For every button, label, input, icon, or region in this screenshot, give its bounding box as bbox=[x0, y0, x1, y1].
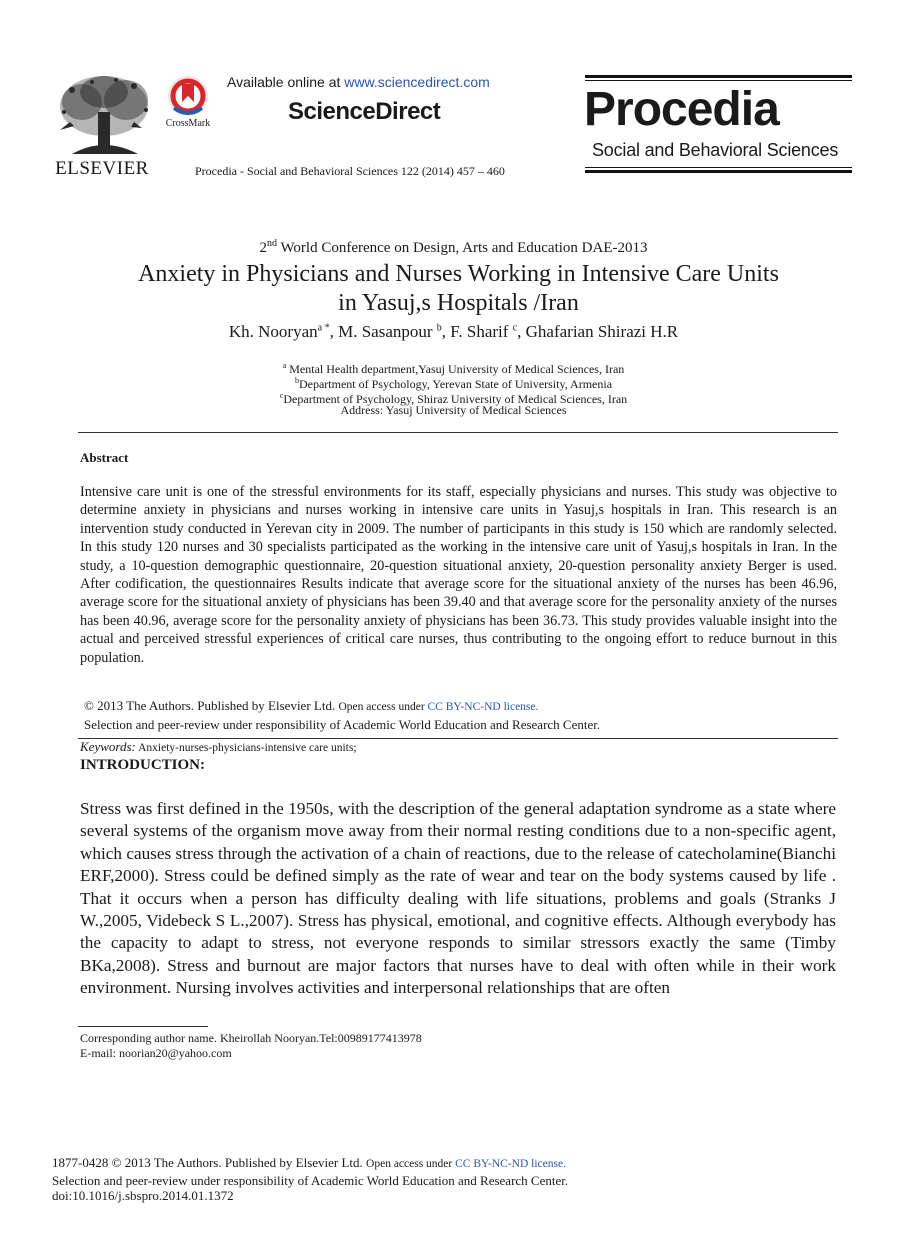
available-online bbox=[227, 74, 490, 90]
corresponding-email: E-mail: noorian20@yahoo.com bbox=[80, 1046, 232, 1060]
paper-title bbox=[40, 260, 877, 318]
author-name: Kh. Nooryan bbox=[228, 322, 318, 341]
author-name: M. Sasanpour bbox=[338, 322, 437, 341]
abstract-heading: Abstract bbox=[80, 450, 129, 465]
affiliation-address bbox=[0, 403, 907, 418]
author-name: F. Sharif bbox=[450, 322, 513, 341]
procedia-subtitle: Social and Behavioral Sciences bbox=[592, 140, 839, 160]
sciencedirect-logo: ScienceDirect bbox=[288, 98, 441, 125]
keywords-label: Keywords: bbox=[80, 739, 136, 754]
conference-rest: World Conference on Design, Arts and Education DAE-2013 bbox=[276, 240, 648, 256]
author-sep: , bbox=[329, 322, 339, 341]
affiliation-sup: a bbox=[282, 361, 287, 370]
title-divider bbox=[78, 432, 838, 433]
procedia-logo: Procedia bbox=[584, 83, 779, 136]
affiliation-text: Department of Psychology, Yerevan State of University, Armenia bbox=[298, 377, 613, 391]
footer-peer-review: Selection and peer-review under responsibility of Academic World Education and Research Center. bbox=[52, 1172, 569, 1188]
introduction-heading: INTRODUCTION: bbox=[80, 757, 206, 773]
conference-suffix: nd bbox=[266, 238, 277, 249]
procedia-rule-bottom bbox=[585, 170, 852, 173]
page-footer bbox=[52, 1155, 568, 1204]
peer-review-text: Selection and peer-review under responsibility of Academic World Education and Research Center. bbox=[84, 717, 601, 732]
copyright-text: © 2013 The Authors. Published by Elsevier Ltd. bbox=[84, 698, 339, 713]
affiliation-sup: c bbox=[279, 391, 284, 400]
available-prefix: Available online at bbox=[227, 74, 345, 90]
abstract-text: Intensive care unit is one of the stressful environments for its staff, especially physicians and nurses. This study was objective to determine anxiety in physicians and nurses working in intensive care units in Yasuj,s hospitals in Iran. This research is an intervention study conducted in Yerevan city in 2009. The number of participants in this study is 150 which are randomly selected. In this study 120 nurses and 30 specialists participated as the working in the intensive care unit of Yasuj,s hospitals in Iran. In the study, a 10-question demographic questionnaire, 20-question situational anxiety, 20-question personality anxiety Berger is used. After codification, the questionnaires Results indicate that average score for the situational anxiety of the nurses has been 46.96, average score for the situational anxiety of physicians has been 39.40 and that average score for the personality anxiety of the nurses has been 40.96, average score for the personality anxiety of physicians has been 36.73. This study provides valuable insight into the actual and perceived stressful experiences of critical care nurses, thus contributing to the ongoing effort to reduce burnout in this population. bbox=[80, 484, 837, 666]
keywords bbox=[80, 739, 357, 755]
conference-name bbox=[0, 238, 907, 257]
author-sup: c bbox=[512, 322, 518, 334]
abstract-copyright bbox=[84, 697, 844, 733]
conference-number: 2 bbox=[259, 240, 267, 256]
affiliation-sup: b bbox=[294, 376, 299, 385]
affiliation-text: Department of Psychology, Shiraz University of Medical Sciences, Iran bbox=[283, 392, 628, 406]
corresponding-name: Corresponding author name. Kheirollah Nooryan.Tel:00989177413978 bbox=[80, 1031, 422, 1045]
license-link[interactable]: CC BY-NC-ND license. bbox=[427, 701, 539, 713]
introduction-text: Stress was first defined in the 1950s, with the description of the general adaptation syndrome as a state where several systems of the organism move away from their normal resting conditions due to a non-specific agent, which causes stress through the activation of a chain of reactions, due to the release of catecholamine(Bianchi ERF,2000). Stress could be defined simply as the rate of wear and tear on the body systems caused by life . That it occurs when a person has difficulty dealing with life situations, problems and goals (Stranks J W.,2005, Videbeck S L.,2007). Stress has physical, emotional, and cognitive effects. Although everybody has the capacity to adapt to stress, not everyone responds to similar stressors exactly the same (Timby BKa,2008). Stress and burnout are major factors that nurses have to deal with often while in their work environment. Nursing involves activities and interpersonal relationships that are often bbox=[80, 799, 836, 998]
procedia-rule-top bbox=[585, 75, 852, 78]
elsevier-wordmark: ELSEVIER bbox=[55, 158, 149, 179]
keywords-value: Anxiety-nurses-physicians-intensive care units; bbox=[135, 742, 357, 754]
footer-doi: doi:10.1016/j.sbspro.2014.01.1372 bbox=[52, 1188, 234, 1203]
sciencedirect-link[interactable]: www.sciencedirect.com bbox=[344, 74, 490, 90]
journal-reference: Procedia - Social and Behavioral Sciences 122 (2014) 457 – 460 bbox=[195, 164, 505, 178]
title-line-1: Anxiety in Physicians and Nurses Working in Intensive Care Units bbox=[138, 261, 779, 287]
author-sep: , bbox=[517, 322, 526, 341]
footnote-divider bbox=[78, 1026, 208, 1027]
author-sep: , bbox=[441, 322, 451, 341]
author-sup: b bbox=[436, 322, 442, 334]
author-sup: a * bbox=[317, 322, 330, 334]
open-access-text: Open access under bbox=[338, 701, 428, 713]
footer-license-link[interactable]: CC BY-NC-ND license. bbox=[455, 1158, 566, 1170]
footer-open-access: Open access under bbox=[366, 1158, 456, 1170]
procedia-rule-bottom-thin bbox=[585, 167, 852, 168]
corresponding-author bbox=[80, 1031, 422, 1061]
affiliation-text: Address: Yasuj University of Medical Sciences bbox=[340, 403, 567, 417]
footer-copyright: 1877-0428 © 2013 The Authors. Published by Elsevier Ltd. bbox=[52, 1155, 367, 1170]
author-list bbox=[0, 322, 907, 342]
affiliation-text: Mental Health department,Yasuj University of Medical Sciences, Iran bbox=[286, 362, 625, 376]
title-line-2: in Yasuj,s Hospitals /Iran bbox=[338, 290, 579, 316]
procedia-rule-top-thin bbox=[585, 80, 852, 81]
crossmark-label: CrossMark bbox=[165, 118, 211, 129]
author-name: Ghafarian Shirazi H.R bbox=[525, 322, 679, 341]
